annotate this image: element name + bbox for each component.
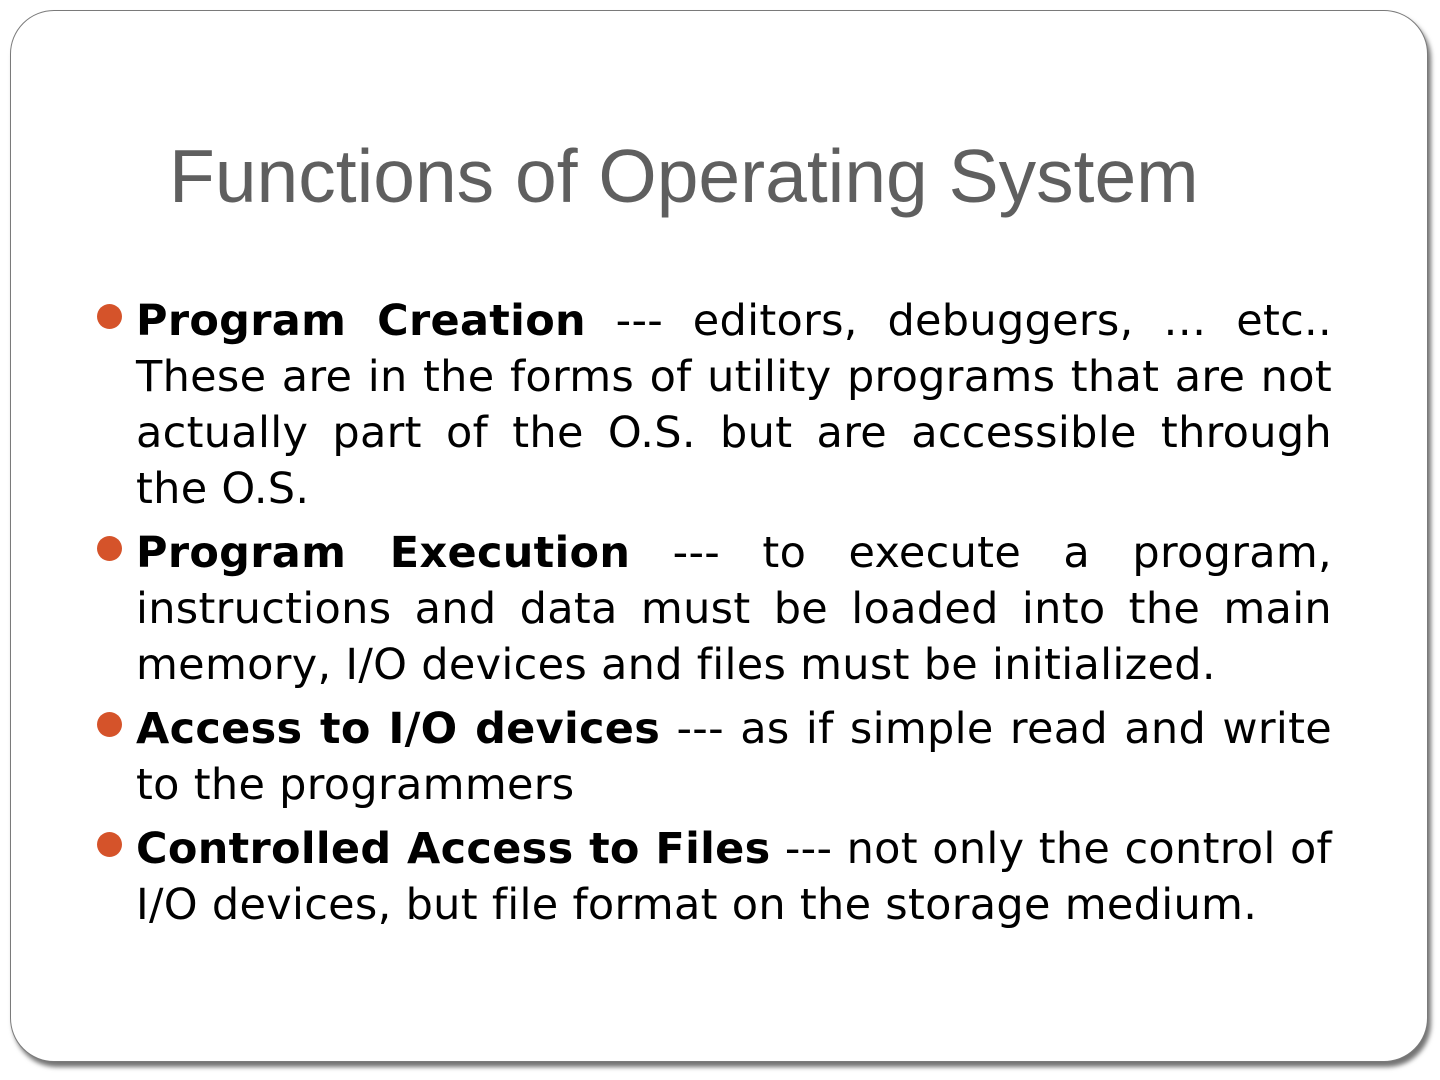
bullet-item-controlled-access-files: [136, 821, 1332, 933]
slide-title: Functions of Operating System: [169, 134, 1199, 218]
bullet-item-program-creation: [136, 293, 1332, 517]
bullet-text: --- to execute a program, instructions and data must be loaded into the main memory, I/O devices and files must be initialized.: [136, 528, 1332, 690]
bullet-text: --- as if simple read and write to the programmers: [136, 704, 1332, 810]
bullet-term: Access to I/O devices: [136, 704, 661, 754]
slide-frame: [10, 10, 1428, 1062]
bullet-term: Controlled Access to Files: [136, 824, 771, 874]
bullet-dot-icon: [97, 536, 122, 561]
bullet-text: --- editors, debuggers, … etc.. These are in the forms of utility programs that are not actually part of the O.S. but are accessible through the O.S.: [136, 296, 1332, 514]
bullet-item-program-execution: [136, 525, 1332, 693]
bullet-term: Program Creation: [136, 296, 586, 346]
bullet-list: [136, 293, 1332, 941]
bullet-dot-icon: [97, 304, 122, 329]
bullet-text: --- not only the control of I/O devices, but file format on the storage medium.: [136, 824, 1332, 930]
bullet-term: Program Execution: [136, 528, 631, 578]
bullet-dot-icon: [97, 832, 122, 857]
bullet-dot-icon: [97, 712, 122, 737]
bullet-item-access-io-devices: [136, 701, 1332, 813]
